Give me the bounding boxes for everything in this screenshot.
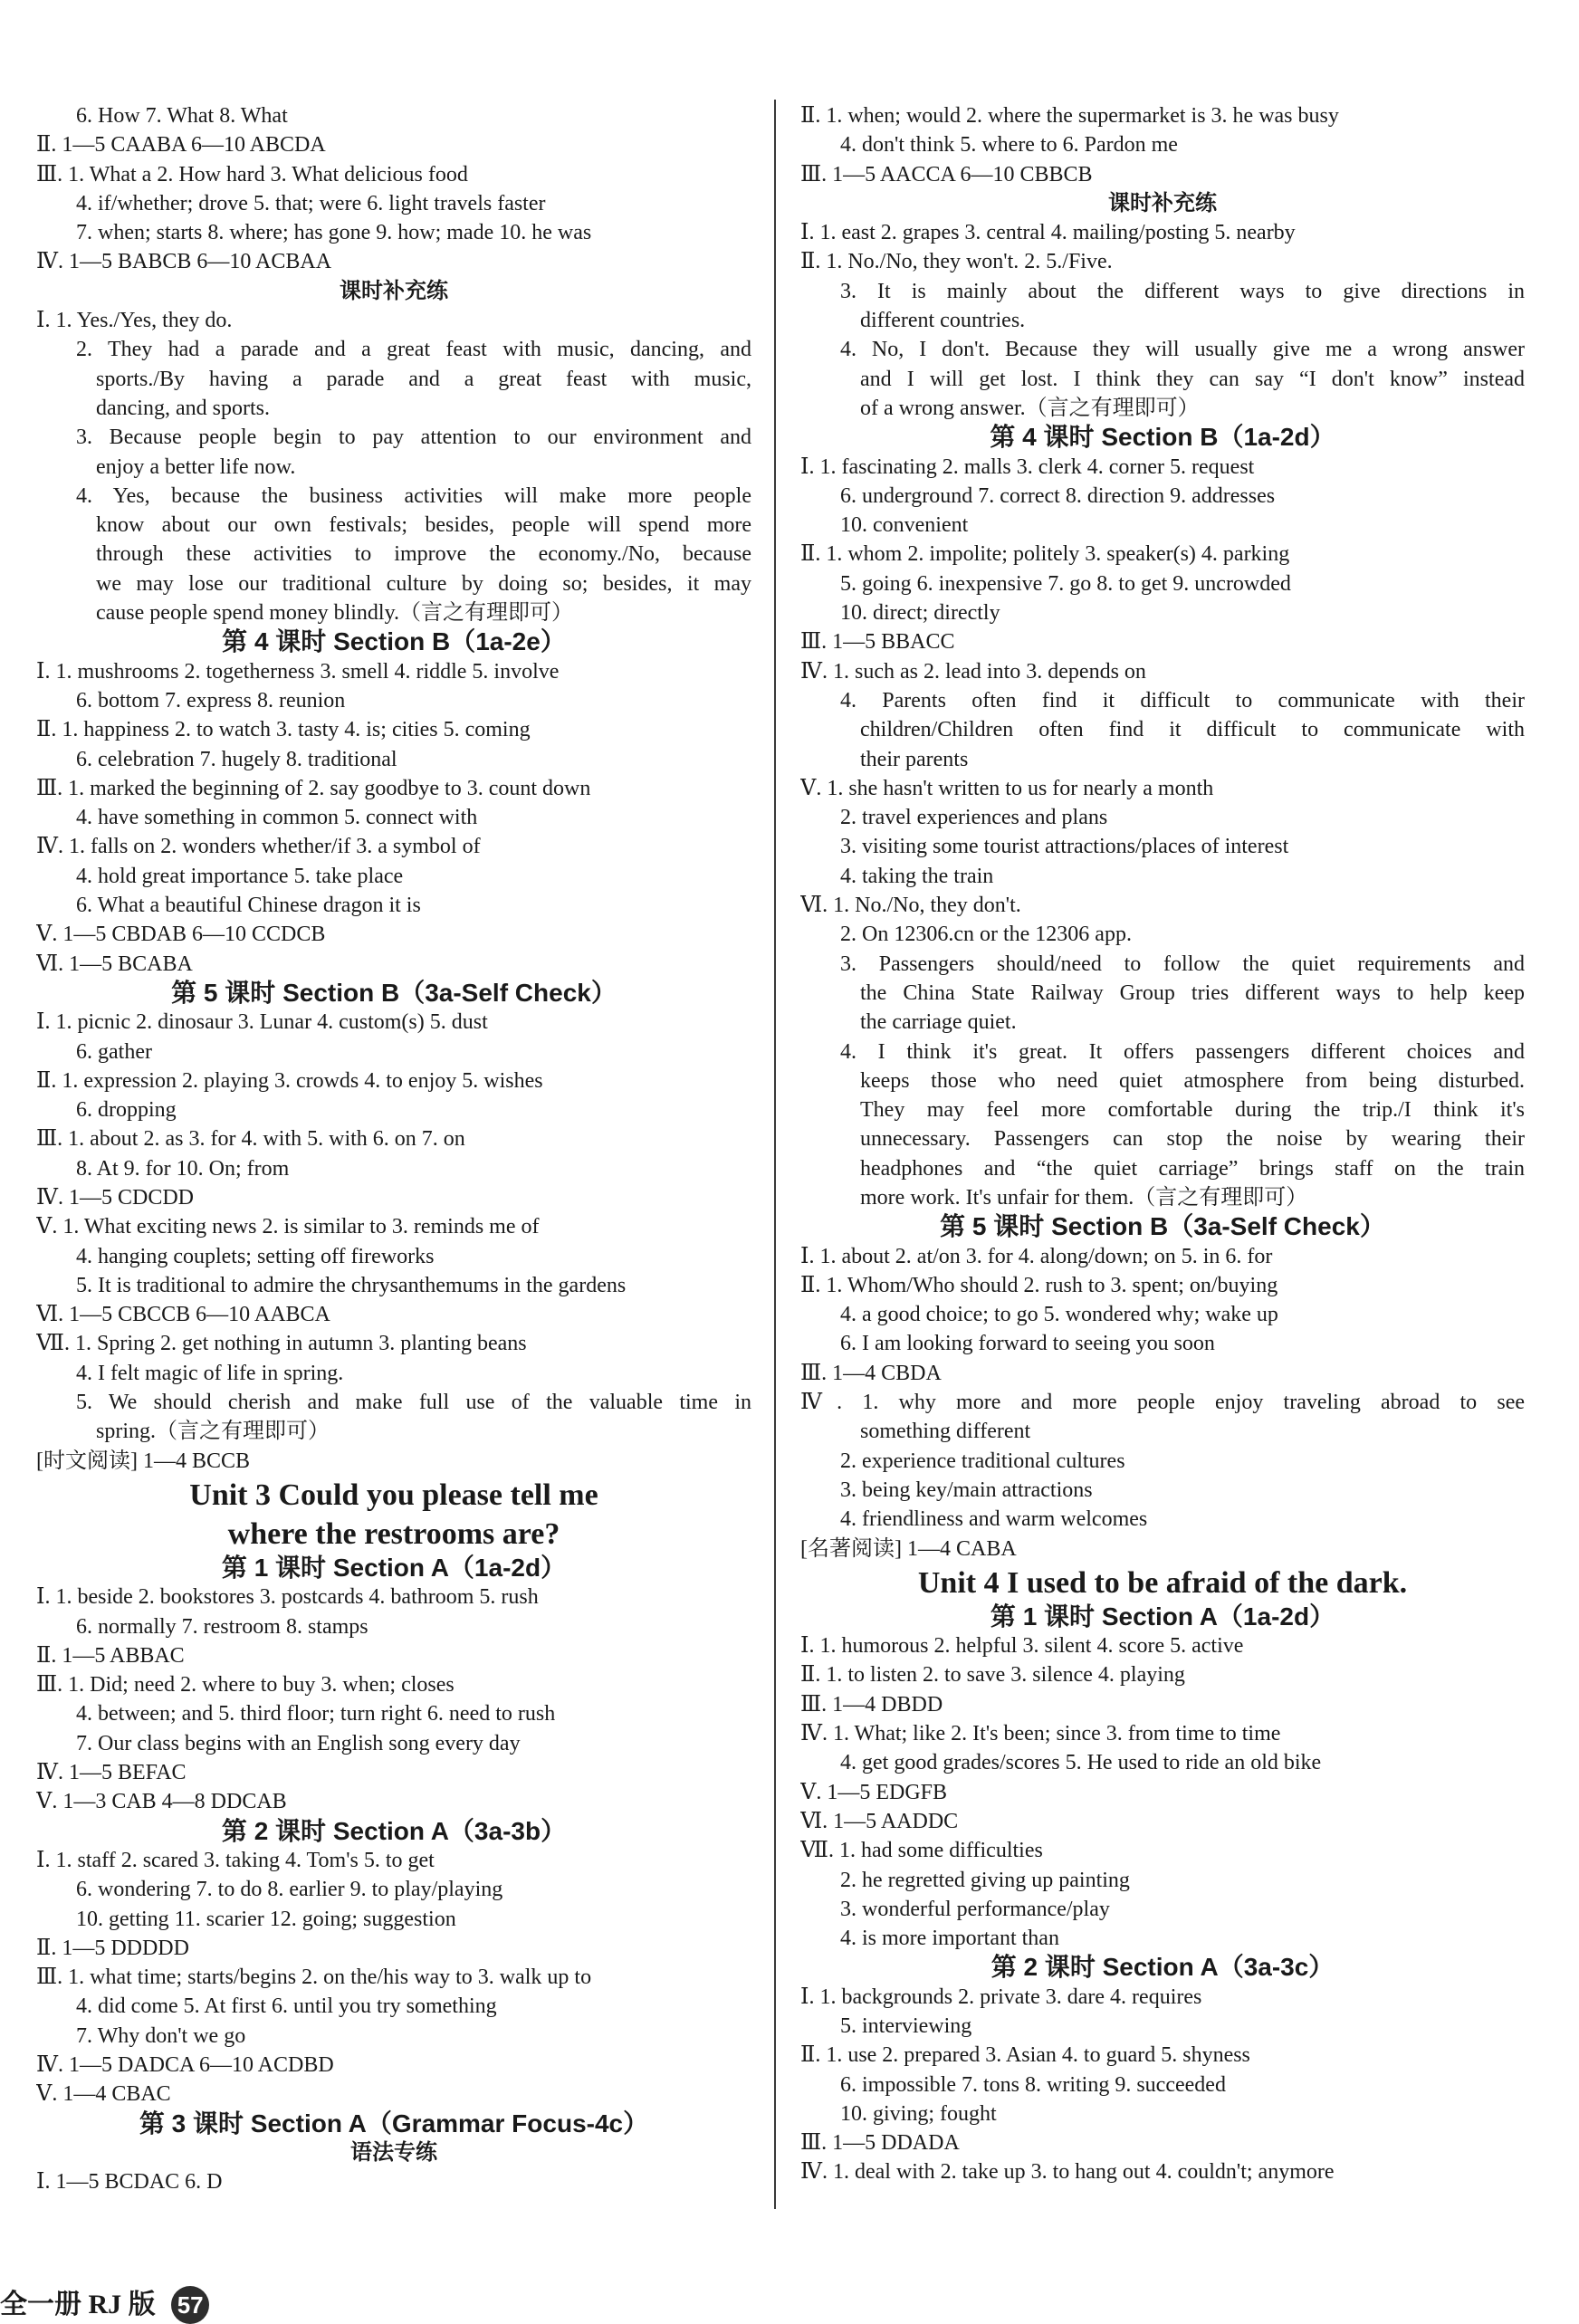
answer-line: 4. is more important than bbox=[840, 1927, 1059, 1951]
answer-line: 6. I am looking forward to seeing you soon bbox=[840, 1332, 1215, 1356]
answer-line: Ⅳ. 1—5 BABCB 6—10 ACBAA bbox=[36, 250, 332, 274]
section-heading: 第 3 课时 Section A（Grammar Focus-4c） bbox=[139, 2109, 649, 2138]
answer-line: 3. being key/main attractions bbox=[840, 1478, 1093, 1502]
answer-line: Ⅱ. 1—5 ABBAC bbox=[36, 1643, 185, 1668]
answer-line: Ⅰ. 1. humorous 2. helpful 3. silent 4. score 5. active bbox=[800, 1634, 1244, 1659]
answer-line: 6. What a beautiful Chinese dragon it is bbox=[76, 894, 421, 918]
answer-line: [时文阅读] 1—4 BCCB bbox=[36, 1449, 251, 1473]
answer-line: 10. giving; fought bbox=[840, 2101, 997, 2126]
answer-line: 4. if/whether; drove 5. that; were 6. light travels faster bbox=[76, 191, 546, 215]
answer-line: Ⅲ. 1. about 2. as 3. for 4. with 5. with 6. on 7. on bbox=[36, 1127, 465, 1152]
answer-line: 2. he regretted giving up painting bbox=[840, 1868, 1130, 1892]
answer-line: Ⅱ. 1. whom 2. impolite; politely 3. speaker(s) 4. parking bbox=[800, 542, 1290, 567]
answer-line: 5. We should cherish and make full use of the valuable time in bbox=[76, 1391, 751, 1415]
answer-line: 6. impossible 7. tons 8. writing 9. succeeded bbox=[840, 2072, 1226, 2097]
answer-line: headphones and “the quiet carriage” brings staff on the train bbox=[860, 1156, 1525, 1181]
answer-line: Ⅲ. 1—5 BBACC bbox=[800, 630, 955, 655]
answer-line: spring.（言之有理即可） bbox=[96, 1420, 330, 1444]
answer-line: Ⅰ. 1. staff 2. scared 3. taking 4. Tom's 5. to get bbox=[36, 1848, 435, 1872]
edition-label: 全一册 RJ 版 bbox=[0, 2290, 156, 2319]
answer-line: Ⅴ. 1—5 EDGFB bbox=[800, 1780, 948, 1804]
answer-line: 6. underground 7. correct 8. direction 9. addresses bbox=[840, 483, 1276, 508]
answer-line: dancing, and sports. bbox=[96, 396, 270, 420]
answer-line: sports./By having a parade and a great feast with music, bbox=[96, 367, 751, 391]
answer-line: Ⅰ. 1. beside 2. bookstores 3. postcards 4. bathroom 5. rush bbox=[36, 1585, 539, 1610]
answer-line: 6. bottom 7. express 8. reunion bbox=[76, 688, 346, 713]
answer-line: keeps those who need quiet atmosphere from being disturbed. bbox=[860, 1068, 1525, 1093]
answer-line: Ⅰ. 1. fascinating 2. malls 3. clerk 4. corner 5. request bbox=[800, 454, 1255, 479]
answer-line: Ⅵ. 1—5 BCABA bbox=[36, 952, 193, 976]
answer-line: Ⅳ. 1—5 BEFAC bbox=[36, 1761, 187, 1785]
answer-line: 4. between; and 5. third floor; turn right 6. need to rush bbox=[76, 1702, 556, 1726]
answer-line: 6. normally 7. restroom 8. stamps bbox=[76, 1614, 368, 1639]
answer-line: 2. On 12306.cn or the 12306 app. bbox=[840, 923, 1132, 947]
answer-line: 10. direct; directly bbox=[840, 601, 1000, 626]
answer-line: Ⅱ. 1. to listen 2. to save 3. silence 4. playing bbox=[800, 1663, 1185, 1688]
answer-line: [名著阅读] 1—4 CABA bbox=[800, 1536, 1017, 1561]
answer-line: 4. Yes, because the business activities will make more people bbox=[76, 483, 751, 508]
answer-line: 6. dropping bbox=[76, 1098, 177, 1123]
answer-line: Ⅱ. 1. when; would 2. where the supermarket is 3. he was busy bbox=[800, 104, 1339, 128]
answer-line: 4. No, I don't. Because they will usually give me a wrong answer bbox=[840, 338, 1525, 362]
answer-line: Ⅲ. 1. marked the beginning of 2. say goodbye to 3. count down bbox=[36, 776, 591, 800]
answer-line: Ⅶ. 1. Spring 2. get nothing in autumn 3. planting beans bbox=[36, 1332, 527, 1356]
page-footer bbox=[0, 2281, 209, 2324]
unit-heading: where the restrooms are? bbox=[227, 1516, 560, 1551]
answer-line: 6. celebration 7. hugely 8. traditional bbox=[76, 747, 397, 771]
answer-line: Ⅲ. 1—5 DDADA bbox=[800, 2131, 960, 2156]
answer-line: 3. It is mainly about the different ways to give directions in bbox=[840, 279, 1525, 303]
answer-line: Ⅰ. 1. picnic 2. dinosaur 3. Lunar 4. custom(s) 5. dust bbox=[36, 1010, 488, 1035]
answer-line: Ⅱ. 1—5 CAABA 6—10 ABCDA bbox=[36, 133, 326, 158]
left-column bbox=[36, 101, 751, 2196]
section-heading: 第 4 课时 Section B（1a-2e） bbox=[222, 627, 566, 656]
answer-line: 3. wonderful performance/play bbox=[840, 1897, 1110, 1921]
answer-line: 10. convenient bbox=[840, 513, 969, 538]
subsection-heading: 课时补充练 bbox=[1108, 191, 1217, 215]
answer-line: They may feel more comfortable during the trip./I think it's bbox=[860, 1098, 1525, 1123]
unit-heading: Unit 4 I used to be afraid of the dark. bbox=[917, 1565, 1408, 1600]
answer-line: Ⅲ. 1—5 AACCA 6—10 CBBCB bbox=[800, 162, 1093, 186]
answer-line: Ⅵ. 1—5 AADDC bbox=[800, 1809, 959, 1833]
answer-line: Ⅱ. 1—5 DDDDD bbox=[36, 1936, 189, 1960]
answer-line: Ⅲ. 1. What a 2. How hard 3. What delicious food bbox=[36, 162, 468, 186]
answer-line: Ⅵ. 1—5 CBCCB 6—10 AABCA bbox=[36, 1303, 330, 1327]
column-divider bbox=[774, 100, 776, 2209]
answer-line: Ⅳ. 1. deal with 2. take up 3. to hang out 4. couldn't; anymore bbox=[800, 2160, 1335, 2185]
answer-line: Ⅱ. 1. use 2. prepared 3. Asian 4. to guard 5. shyness bbox=[800, 2043, 1250, 2068]
answer-line: 10. getting 11. scarier 12. going; suggestion bbox=[76, 1907, 456, 1931]
answer-line: Ⅳ. 1. falls on 2. wonders whether/if 3. a symbol of bbox=[36, 835, 481, 859]
answer-line: the carriage quiet. bbox=[860, 1010, 1017, 1035]
answer-line: Ⅲ. 1—4 CBDA bbox=[800, 1361, 942, 1385]
answer-line: Ⅳ. 1—5 CDCDD bbox=[36, 1185, 194, 1210]
answer-line: 4. I felt magic of life in spring. bbox=[76, 1361, 344, 1385]
page-number-badge: 57 bbox=[171, 2286, 209, 2324]
answer-line: Ⅰ. 1. Yes./Yes, they do. bbox=[36, 309, 233, 333]
answer-line: 2. travel experiences and plans bbox=[840, 806, 1108, 830]
section-heading: 第 2 课时 Section A（3a-3c） bbox=[990, 1953, 1335, 1982]
answer-line: 2. They had a parade and a great feast with music, dancing, and bbox=[76, 338, 751, 362]
section-heading: 第 5 课时 Section B（3a-Self Check） bbox=[171, 978, 617, 1007]
section-heading: 第 5 课时 Section B（3a-Self Check） bbox=[940, 1212, 1385, 1241]
answer-line: Ⅴ. 1—3 CAB 4—8 DDCAB bbox=[36, 1790, 287, 1814]
section-heading: 第 1 课时 Section A（1a-2d） bbox=[221, 1553, 567, 1582]
answer-line: Ⅱ. 1. No./No, they won't. 2. 5./Five. bbox=[800, 250, 1113, 274]
answer-line: enjoy a better life now. bbox=[96, 454, 296, 479]
answer-line: 7. Why don't we go bbox=[76, 2023, 246, 2048]
answer-line: Ⅳ. 1. What; like 2. It's been; since 3. from time to time bbox=[800, 1722, 1281, 1746]
section-heading: 第 4 课时 Section B（1a-2d） bbox=[990, 423, 1335, 452]
answer-line: 8. At 9. for 10. On; from bbox=[76, 1156, 290, 1181]
answer-line: Ⅲ. 1. what time; starts/begins 2. on the/his way to 3. walk up to bbox=[36, 1965, 592, 1990]
answer-line: Ⅴ. 1—5 CBDAB 6—10 CCDCB bbox=[36, 923, 326, 947]
answer-line: 4. did come 5. At first 6. until you try something bbox=[76, 1994, 497, 2019]
answer-line: Ⅱ. 1. Whom/Who should 2. rush to 3. spent; on/buying bbox=[800, 1273, 1278, 1297]
answer-line: Ⅴ. 1. she hasn't written to us for nearly a month bbox=[800, 776, 1214, 800]
answer-line: Ⅳ. 1. why more and more people enjoy traveling abroad to see bbox=[800, 1391, 1525, 1415]
answer-line: 3. visiting some tourist attractions/places of interest bbox=[840, 835, 1289, 859]
answer-line: Ⅰ. 1—5 BCDAC 6. D bbox=[36, 2170, 223, 2195]
answer-line: of a wrong answer.（言之有理即可） bbox=[860, 396, 1200, 420]
answer-line: know about our own festivals; besides, people will spend more bbox=[96, 513, 751, 538]
answer-line: 5. It is traditional to admire the chrysanthemums in the gardens bbox=[76, 1273, 627, 1297]
answer-line: 4. Parents often find it difficult to communicate with their bbox=[840, 688, 1525, 713]
answer-line: something different bbox=[860, 1420, 1031, 1444]
answer-line: Ⅲ. 1—4 DBDD bbox=[800, 1692, 943, 1717]
answer-line: more work. It's unfair for them.（言之有理即可） bbox=[860, 1185, 1308, 1210]
answer-line: 4. I think it's great. It offers passengers different choices and bbox=[840, 1039, 1525, 1064]
answer-line: 6. wondering 7. to do 8. earlier 9. to play/playing bbox=[76, 1878, 503, 1902]
answer-line: Ⅰ. 1. east 2. grapes 3. central 4. mailing/posting 5. nearby bbox=[800, 221, 1296, 245]
answer-line: 5. going 6. inexpensive 7. go 8. to get 9. uncrowded bbox=[840, 571, 1291, 596]
answer-line: 3. Passengers should/need to follow the quiet requirements and bbox=[840, 952, 1525, 976]
answer-line: 6. gather bbox=[76, 1039, 152, 1064]
answer-line: 4. have something in common 5. connect with bbox=[76, 806, 478, 830]
answer-line: Ⅵ. 1. No./No, they don't. bbox=[800, 894, 1021, 918]
answer-line: Ⅱ. 1. expression 2. playing 3. crowds 4. to enjoy 5. wishes bbox=[36, 1068, 543, 1093]
answer-line: children/Children often find it difficult to communicate with bbox=[860, 718, 1525, 742]
answer-line: we may lose our traditional culture by doing so; besides, it may bbox=[96, 571, 751, 596]
answer-line: 2. experience traditional cultures bbox=[840, 1449, 1125, 1473]
answer-line: Ⅴ. 1—4 CBAC bbox=[36, 2082, 171, 2107]
answer-line: the China State Railway Group tries different ways to help keep bbox=[860, 980, 1525, 1005]
answer-line: 4. get good grades/scores 5. He used to ride an old bike bbox=[840, 1751, 1322, 1775]
answer-line: Ⅰ. 1. backgrounds 2. private 3. dare 4. requires bbox=[800, 1984, 1202, 2009]
answer-line: Ⅱ. 1. happiness 2. to watch 3. tasty 4. is; cities 5. coming bbox=[36, 718, 531, 742]
answer-line: different countries. bbox=[860, 309, 1026, 333]
answer-line: Ⅰ. 1. mushrooms 2. togetherness 3. smell 4. riddle 5. involve bbox=[36, 659, 560, 684]
answer-line: and I will get lost. I think they can say “I don't know” instead bbox=[860, 367, 1525, 391]
right-column bbox=[800, 101, 1525, 2187]
answer-line: 4. hold great importance 5. take place bbox=[76, 864, 404, 888]
answer-line: 4. friendliness and warm welcomes bbox=[840, 1507, 1148, 1532]
answer-line: Ⅴ. 1. What exciting news 2. is similar to 3. reminds me of bbox=[36, 1215, 540, 1239]
answer-line: 7. Our class begins with an English song every day bbox=[76, 1731, 521, 1755]
answer-line: 6. How 7. What 8. What bbox=[76, 104, 288, 128]
answer-line: Ⅳ. 1—5 DADCA 6—10 ACDBD bbox=[36, 2053, 334, 2077]
answer-line: Ⅳ. 1. such as 2. lead into 3. depends on bbox=[800, 659, 1146, 684]
section-heading: 第 2 课时 Section A（3a-3b） bbox=[221, 1816, 567, 1845]
section-heading: 第 1 课时 Section A（1a-2d） bbox=[990, 1602, 1335, 1631]
unit-heading: Unit 3 Could you please tell me bbox=[189, 1478, 598, 1512]
answer-line: unnecessary. Passengers can stop the noise by wearing their bbox=[860, 1127, 1525, 1152]
answer-line: through these activities to improve the economy./No, because bbox=[96, 542, 751, 567]
answer-line: Ⅲ. 1. Did; need 2. where to buy 3. when; closes bbox=[36, 1673, 455, 1698]
answer-line: 7. when; starts 8. where; has gone 9. how; made 10. he was bbox=[76, 221, 592, 245]
answer-line: 4. hanging couplets; setting off fireworks bbox=[76, 1244, 435, 1268]
answer-line: 5. interviewing bbox=[840, 2014, 972, 2038]
answer-line: Ⅶ. 1. had some difficulties bbox=[800, 1839, 1043, 1863]
answer-line: 3. Because people begin to pay attention to our environment and bbox=[76, 426, 751, 450]
subsection-heading: 语法专练 bbox=[350, 2140, 437, 2165]
answer-line: cause people spend money blindly.（言之有理即可） bbox=[96, 601, 574, 626]
answer-line: Ⅰ. 1. about 2. at/on 3. for 4. along/down; on 5. in 6. for bbox=[800, 1244, 1273, 1268]
answer-line: their parents bbox=[860, 747, 969, 771]
answer-line: 4. a good choice; to go 5. wondered why; wake up bbox=[840, 1303, 1278, 1327]
answer-line: 4. don't think 5. where to 6. Pardon me bbox=[840, 133, 1178, 158]
subsection-heading: 课时补充练 bbox=[340, 279, 448, 303]
answer-line: 4. taking the train bbox=[840, 864, 994, 888]
